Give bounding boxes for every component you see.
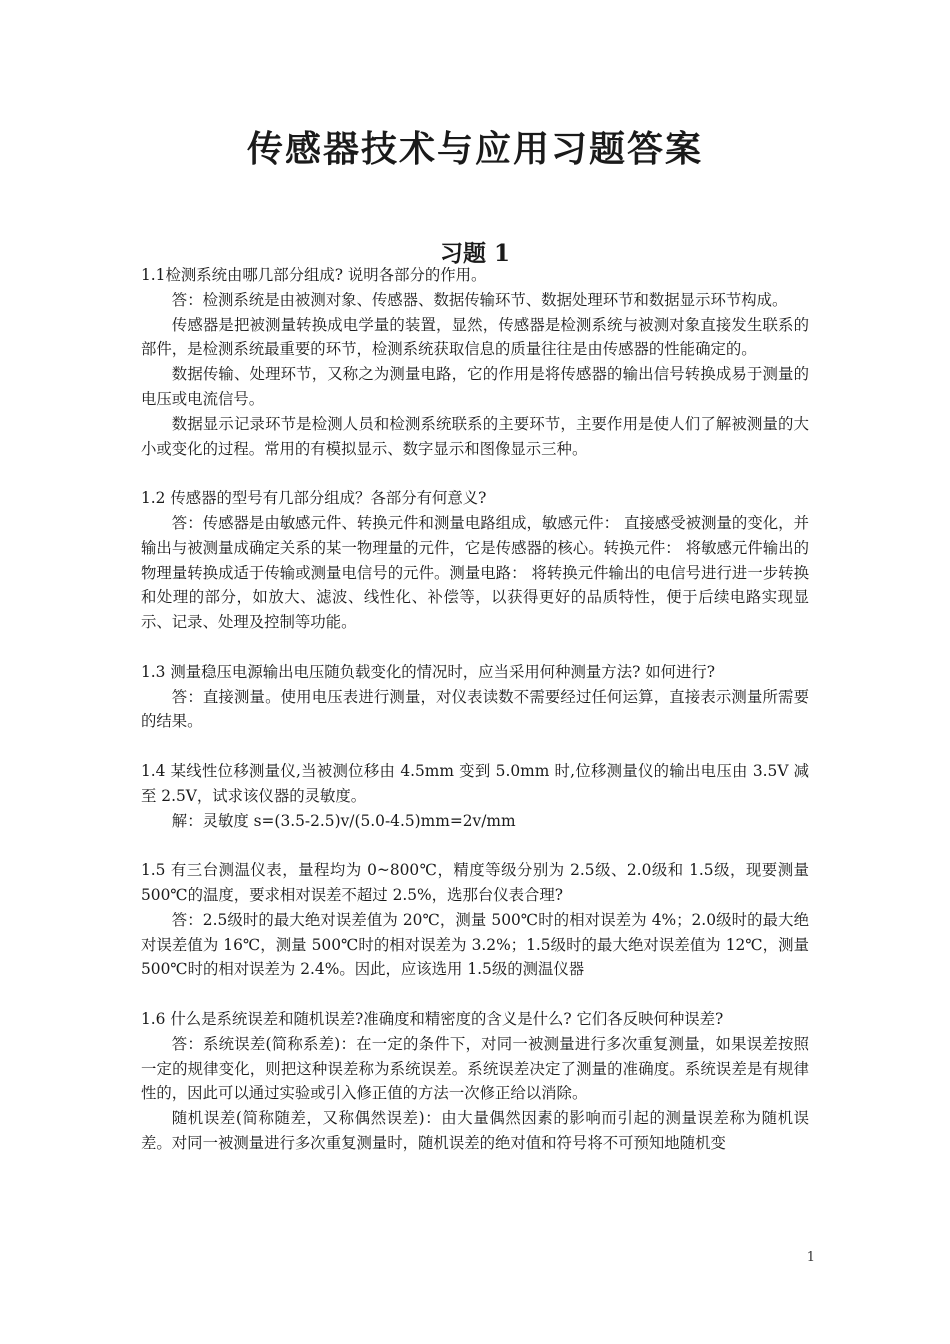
answer-1-1-para-3: 数据传输、处理环节，又称之为测量电路，它的作用是将传感器的输出信号转换成易于测量的电压或电流信号。 bbox=[141, 365, 809, 408]
page-number: 1 bbox=[806, 1250, 815, 1265]
answer-1-1-para-1: 答：检测系统是由被测对象、传感器、数据传输环节、数据处理环节和数据显示环节构成。 bbox=[171, 290, 788, 309]
answer-1-6-para-1: 答：系统误差(简称系差)：在一定的条件下，对同一被测量进行多次重复测量，如果误差按照一定的规律变化，则把这种误差称为系统误差。系统误差决定了测量的准确度。系统误差是有规律性的，因此可以通过实验或引入修正值的方法一次修正给以消除。 bbox=[141, 1034, 809, 1103]
paragraph-gap bbox=[141, 833, 809, 858]
paragraph-gap bbox=[141, 461, 809, 486]
answer-1-1-para-2: 传感器是把被测量转换成电学量的装置，显然，传感器是检测系统与被测对象直接发生联系的部件，是检测系统最重要的环节，检测系统获取信息的质量往往是由传感器的性能确定的。 bbox=[141, 315, 809, 359]
answer-1-6-para-2: 随机误差(简称随差，又称偶然误差)：由大量偶然因素的影响而引起的测量误差称为随机误差。对同一被测量进行多次重复测量时，随机误差的绝对值和符号将不可预知地随机变 bbox=[141, 1109, 809, 1152]
question-1-1: 1.1检测系统由哪几部分组成? 说明各部分的作用。 bbox=[141, 266, 487, 284]
paragraph-gap bbox=[141, 734, 809, 759]
answer-1-4: 解：灵敏度 s=(3.5-2.5)v/(5.0-4.5)mm=2v/mm bbox=[171, 811, 516, 830]
section-title: 习题 1 bbox=[439, 240, 510, 268]
answer-1-3: 答：直接测量。使用电压表进行测量，对仪表读数不需要经过任何运算，直接表示测量所需要的结果。 bbox=[141, 687, 809, 731]
question-1-2: 1.2 传感器的型号有几部分组成？各部分有何意义? bbox=[141, 489, 487, 508]
answer-1-1-para-4: 数据显示记录环节是检测人员和检测系统联系的主要环节，主要作用是使人们了解被测量的大小或变化的过程。常用的有模拟显示、数字显示和图像显示三种。 bbox=[141, 414, 809, 458]
paragraph-gap bbox=[141, 982, 809, 1007]
question-1-3: 1.3 测量稳压电源输出电压随负载变化的情况时，应当采用何种测量方法? 如何进行? bbox=[141, 662, 716, 681]
answer-1-5: 答：2.5级时的最大绝对误差值为 20℃，测量 500℃时的相对误差为 4%；2.0级时的最大绝对误差值为 16℃，测量 500℃时的相对误差为 3.2%；1.5级时的最大绝对误差值为 12℃，测量 500℃时的相对误差为 2.4%。因此，应该选用 1.5级的测温仪器 bbox=[141, 910, 809, 979]
document-title: 传感器技术与应用习题答案 bbox=[246, 128, 703, 171]
question-1-4: 1.4 某线性位移测量仪,当被测位移由 4.5mm 变到 5.0mm 时,位移测量仪的输出电压由 3.5V 减至 2.5V，试求该仪器的灵敏度。 bbox=[141, 761, 809, 805]
document-body bbox=[141, 263, 809, 1156]
answer-1-2: 答：传感器是由敏感元件、转换元件和测量电路组成，敏感元件： 直接感受被测量的变化，并输出与被测量成确定关系的某一物理量的元件，它是传感器的核心。转换元件： 将敏感元件输出的物理量转换成适于传输或测量电信号的元件。测量电路： 将转换元件输出的电信号进行进一步转换和处理的部分，如放大、滤波、线性化、补偿等，以获得更好的品质特性，便于后续电路实现显示、记录、处理及控制等功能。 bbox=[141, 513, 809, 632]
question-1-6: 1.6 什么是系统误差和随机误差?准确度和精密度的含义是什么? 它们各反映何种误差? bbox=[141, 1009, 724, 1028]
question-1-5: 1.5 有三台测温仪表，量程均为 0~800℃，精度等级分别为 2.5级、2.0级和 1.5级，现要测量 500℃的温度，要求相对误差不超过 2.5%，选那台仪表合理? bbox=[141, 861, 809, 904]
paragraph-gap bbox=[141, 635, 809, 660]
